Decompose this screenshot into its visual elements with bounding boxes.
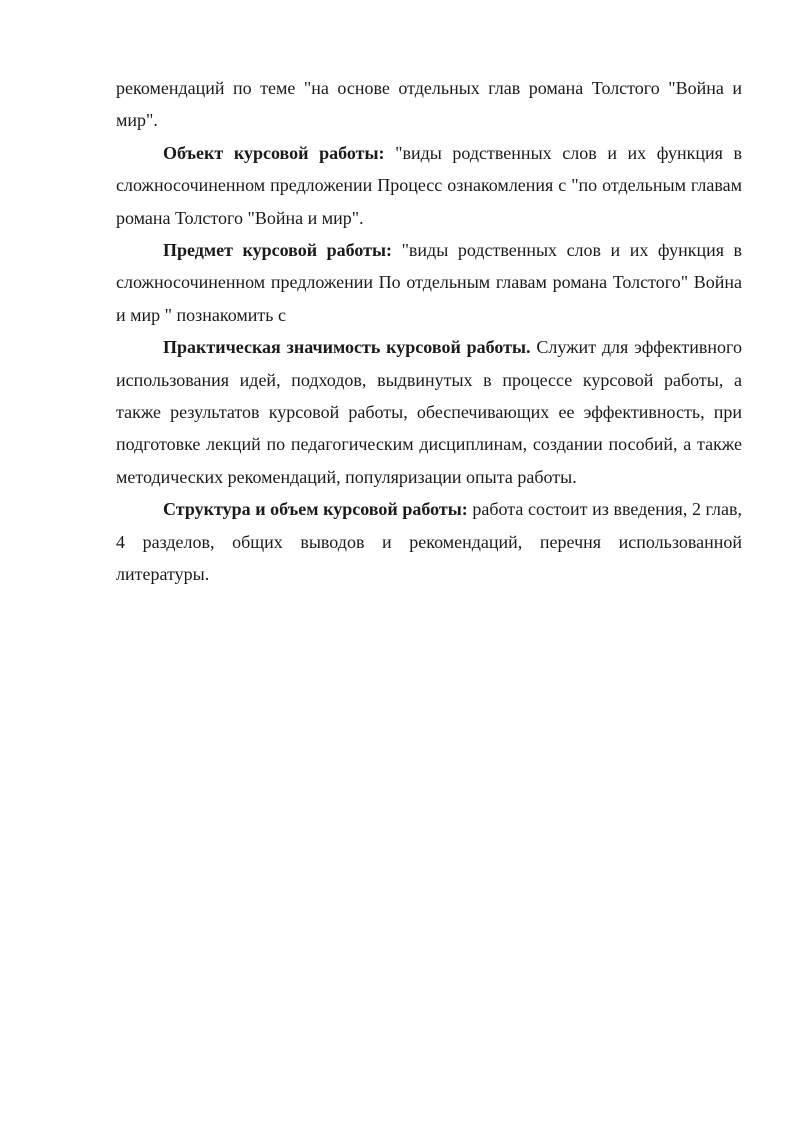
paragraph-subject [116, 234, 742, 331]
paragraph-label: Практическая значимость курсовой работы. [163, 337, 531, 358]
paragraph-label: Объект курсовой работы: [163, 142, 385, 163]
paragraph-text: "виды родственных слов и их функция в сложносочиненном предложении Процесс ознакомления с "по отдельным главам романа Толстого "Война и мир". [116, 142, 742, 228]
paragraph-text: работа состоит из введения, 2 глав, 4 разделов, общих выводов и рекомендаций, перечня использованной литературы. [116, 499, 743, 585]
paragraph-text: Служит для эффективного использования идей, подходов, выдвинутых в процессе курсовой работы, а также результатов курсовой работы, обеспечивающих ее эффективность, при подготовке лекций по педагогическим дисциплинам, создании пособий, а также методических рекомендаций, популяризации опыта работы. [116, 337, 742, 487]
paragraph-continuation [116, 72, 742, 137]
paragraph-text: "виды родственных слов и их функция в сложносочиненном предложении По отдельным главам романа Толстого" Война и мир " познакомить с [116, 240, 743, 325]
paragraph-label: Структура и объем курсовой работы: [163, 499, 468, 520]
paragraph-label: Предмет курсовой работы: [163, 240, 393, 261]
document-page [116, 72, 742, 591]
paragraph-structure [116, 493, 742, 590]
paragraph-significance [116, 331, 742, 493]
paragraph-object [116, 137, 742, 234]
paragraph-text: рекомендаций по теме "на основе отдельных глав романа Толстого "Война и мир". [116, 78, 742, 131]
